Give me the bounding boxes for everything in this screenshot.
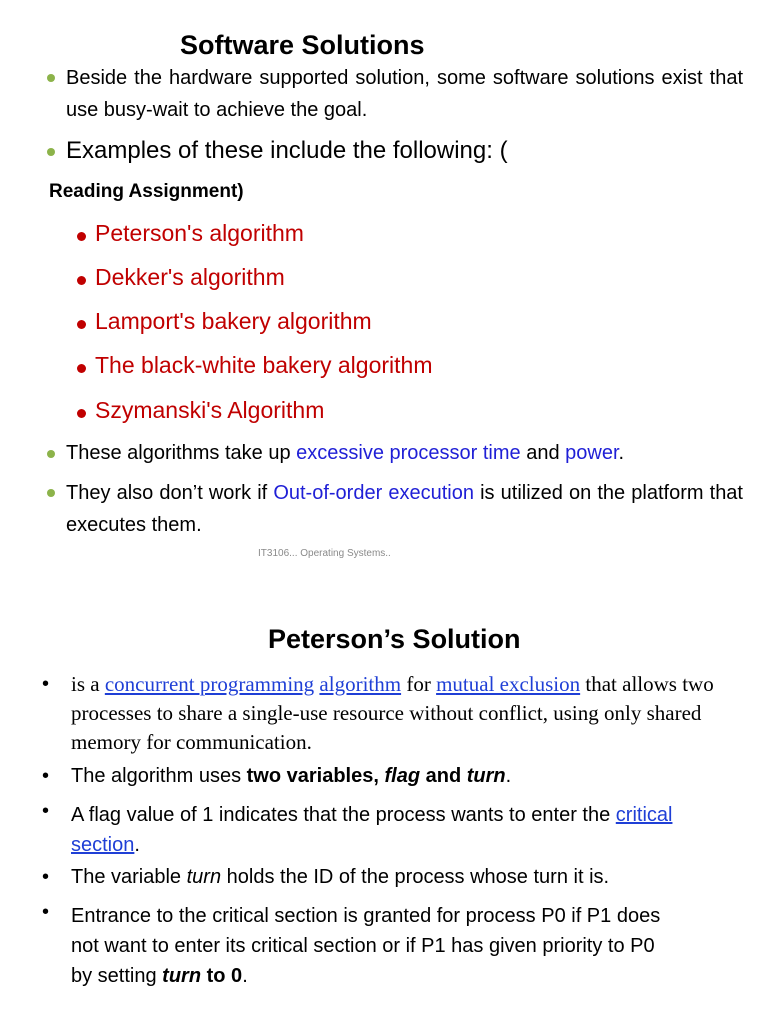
- text-segment: .: [505, 765, 512, 787]
- link-critical-section[interactable]: critical section: [71, 804, 673, 856]
- text-segment: The algorithm uses: [71, 765, 247, 787]
- bullet-dot-icon: [77, 276, 86, 285]
- algorithm-item: Dekker's algorithm: [95, 264, 285, 290]
- slide1-bullet-1: Beside the hardware supported solution, some software solutions exist that use busy-wait to achieve the goal.: [66, 67, 743, 121]
- text-segment: The variable: [71, 866, 187, 888]
- text-segment: .: [242, 965, 248, 987]
- text-segment: is a: [71, 672, 105, 696]
- reading-assignment-label: Reading Assignment): [49, 181, 244, 202]
- slide2-bullet-3: [71, 800, 691, 860]
- slide1-bullet-2: Examples of these include the following: (: [66, 137, 508, 164]
- bullet-icon: •: [42, 765, 50, 787]
- bullet-dot-icon: [47, 74, 55, 82]
- bullet-icon: •: [42, 673, 50, 695]
- highlight-out-of-order-execution: Out-of-order execution: [273, 482, 474, 504]
- text-segment: and: [520, 442, 566, 464]
- algorithm-item: Lamport's bakery algorithm: [95, 308, 372, 334]
- text-segment: is utilized on the platform that executes them.: [66, 482, 743, 536]
- slide1-bullet-4: [66, 477, 743, 541]
- link-mutual-exclusion[interactable]: mutual exclusion: [436, 672, 581, 696]
- bullet-dot-icon: [77, 232, 86, 241]
- link-concurrent-programming[interactable]: concurrent programming: [104, 672, 315, 696]
- slide2-bullet-1: [71, 670, 741, 757]
- bold-to-0: to 0: [201, 965, 243, 987]
- text-segment: ,: [373, 765, 385, 787]
- text-segment: holds the ID of the process whose turn it is.: [221, 866, 610, 888]
- bullet-dot-icon: [47, 148, 55, 156]
- text-segment: A flag value of 1 indicates that the process wants to enter the: [71, 804, 616, 826]
- text-segment: .: [134, 834, 140, 856]
- bullet-dot-icon: [47, 489, 55, 497]
- highlight-power: power: [565, 442, 619, 464]
- slide-footer: IT3106... Operating Systems..: [258, 548, 391, 559]
- slide1-bullet-3: [66, 442, 624, 465]
- bold-two-variables: two variables: [246, 765, 374, 787]
- bullet-dot-icon: [77, 409, 86, 418]
- slide2-bullet-5: [71, 901, 671, 991]
- bold-italic-flag: flag: [384, 765, 421, 787]
- highlight-excessive-processor-time: excessive processor time: [296, 442, 521, 464]
- text-segment: that allows two processes to share a single-use resource without conflict, using only shared memory for communication.: [71, 672, 714, 754]
- text-segment: .: [618, 442, 625, 464]
- bullet-dot-icon: [77, 320, 86, 329]
- bullet-dot-icon: [47, 450, 55, 458]
- slide2-bullet-4: [71, 866, 609, 889]
- bullet-dot-icon: [77, 364, 86, 373]
- link-algorithm[interactable]: algorithm: [319, 672, 402, 696]
- bullet-icon: •: [42, 866, 50, 888]
- text-segment: Entrance to the critical section is granted for process P0 if P1 does not want to enter its critical section or if P1 has given priority to P0 by setting: [71, 905, 661, 987]
- text-segment: for: [401, 672, 437, 696]
- bold-italic-turn: turn: [466, 765, 506, 787]
- algorithm-item: Szymanski's Algorithm: [95, 397, 325, 423]
- bullet-icon: •: [42, 901, 50, 923]
- text-segment: They also don’t work if: [66, 482, 274, 504]
- slide2-bullet-2: [71, 765, 511, 788]
- algorithm-item: Peterson's algorithm: [95, 220, 304, 246]
- slide2-title: Peterson’s Solution: [268, 624, 521, 654]
- italic-turn: turn: [186, 866, 222, 888]
- slide1-title: Software Solutions: [180, 30, 425, 60]
- text-segment: These algorithms take up: [66, 442, 297, 464]
- bullet-icon: •: [42, 800, 50, 822]
- bold-and: and: [420, 765, 467, 787]
- algorithm-item: The black-white bakery algorithm: [95, 352, 433, 378]
- bold-italic-turn: turn: [162, 965, 202, 987]
